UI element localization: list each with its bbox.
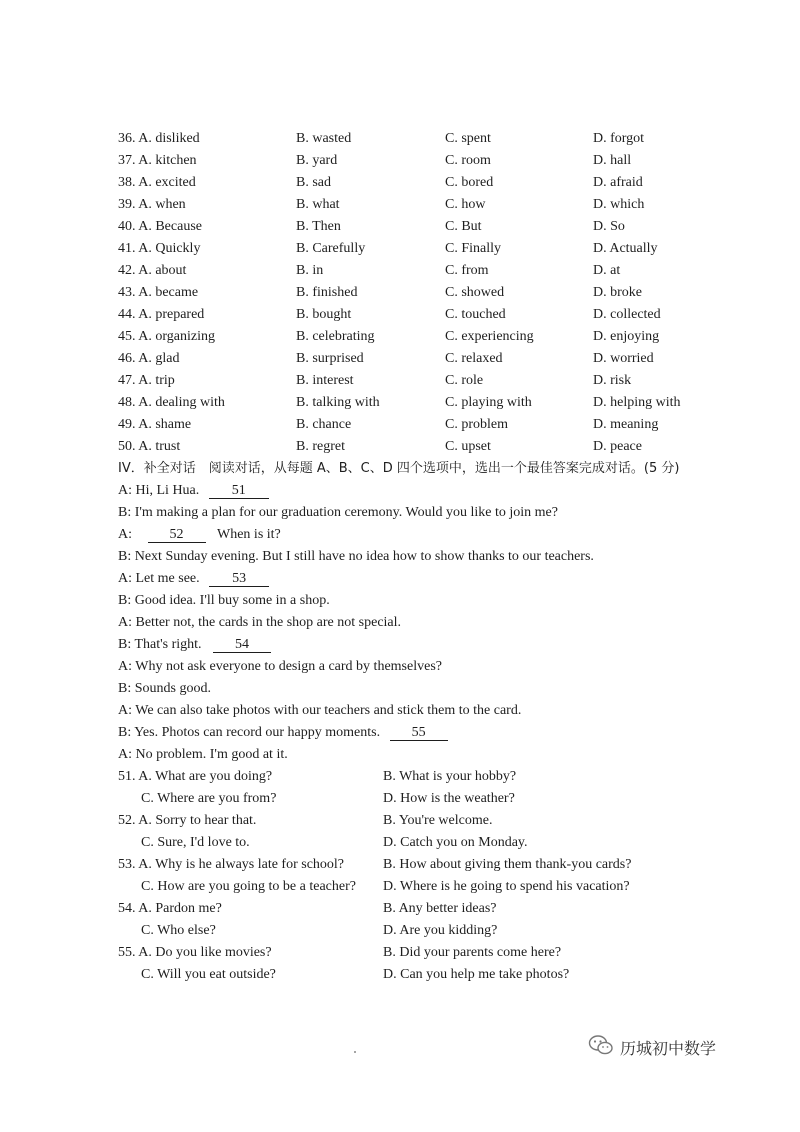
option-d: D. worried [593,351,654,366]
option-b: B. chance [296,417,352,432]
option-b: B. celebrating [296,329,375,344]
option-c: C. But [445,219,482,234]
choice-b: B. What is your hobby? [383,769,517,784]
choice-d: D. Where is he going to spend his vacation? [383,879,630,894]
option-c: C. how [445,197,486,212]
option-c: C. relaxed [445,351,503,366]
table-row [118,130,758,148]
wechat-icon [588,1034,614,1060]
table-row [118,218,758,236]
option-c: C. playing with [445,395,532,410]
option-b: B. wasted [296,131,352,146]
choice-a: 55. A. Do you like movies? [118,945,272,960]
section-heading: IV．补全对话 阅读对话，从每题 A、B、C、D 四个选项中，选出一个最佳答案完成对话。(5 分) [118,461,680,476]
table-row [118,372,758,390]
option-b: B. regret [296,439,345,454]
option-a: 48. A. dealing with [118,395,225,410]
option-b: B. interest [296,373,354,388]
option-c: C. showed [445,285,505,300]
option-d: D. risk [593,373,632,388]
option-a: 46. A. glad [118,351,180,366]
choice-row [118,790,758,808]
table-row [118,438,758,456]
option-d: D. broke [593,285,642,300]
dialogue-line: B: Good idea. I'll buy some in a shop. [118,593,330,608]
option-c: C. spent [445,131,491,146]
watermark-text: 历城初中数学 [620,1038,717,1058]
choice-row [118,878,758,896]
option-b: B. bought [296,307,352,322]
option-a: 39. A. when [118,197,186,212]
option-a: 40. A. Because [118,219,202,234]
table-row [118,284,758,302]
dialogue-text: A: Let me see. [118,571,200,586]
option-b: B. Then [296,219,341,234]
table-row [118,328,758,346]
choice-row [118,900,758,918]
choice-c: C. Who else? [141,923,216,938]
table-row [118,174,758,192]
option-b: B. talking with [296,395,380,410]
dialogue-line: B: Sounds good. [118,681,211,696]
answer-blank: 51 [209,483,269,499]
option-d: D. peace [593,439,642,454]
option-d: D. So [593,219,625,234]
option-b: B. surprised [296,351,364,366]
dialogue-line: A: No problem. I'm good at it. [118,747,288,762]
choice-row [118,966,758,984]
dialogue-text: A: [118,527,132,542]
option-d: D. which [593,197,645,212]
table-row [118,152,758,170]
choice-d: D. Are you kidding? [383,923,498,938]
option-a: 47. A. trip [118,373,175,388]
choice-c: C. How are you going to be a teacher? [141,879,356,894]
option-a: 37. A. kitchen [118,153,197,168]
choice-row [118,922,758,940]
choice-d: D. Can you help me take photos? [383,967,570,982]
choice-a: 51. A. What are you doing? [118,769,273,784]
table-row [118,196,758,214]
choice-row [118,768,758,786]
option-a: 41. A. Quickly [118,241,201,256]
dialogue-text: When is it? [217,527,281,542]
page-dot [354,1051,356,1053]
option-b: B. yard [296,153,338,168]
option-c: C. from [445,263,489,278]
option-d: D. meaning [593,417,659,432]
option-d: D. at [593,263,621,278]
dialogue-line [118,482,269,500]
dialogue-line [118,570,269,588]
choice-c: C. Sure, I'd love to. [141,835,250,850]
dialogue-line: A: We can also take photos with our teachers and stick them to the card. [118,703,522,718]
choice-row [118,856,758,874]
option-c: C. touched [445,307,506,322]
option-a: 49. A. shame [118,417,192,432]
option-a: 50. A. trust [118,439,181,454]
answer-blank: 53 [209,571,269,587]
choice-c: C. Will you eat outside? [141,967,276,982]
option-b: B. in [296,263,324,278]
option-b: B. Carefully [296,241,366,256]
option-d: D. afraid [593,175,643,190]
dialogue-text: B: That's right. [118,637,202,652]
dialogue-line: B: Next Sunday evening. But I still have no idea how to show thanks to our teachers. [118,549,594,564]
table-row [118,350,758,368]
table-row [118,306,758,324]
option-b: B. sad [296,175,331,190]
option-a: 45. A. organizing [118,329,215,344]
choice-a: 54. A. Pardon me? [118,901,222,916]
choice-d: D. Catch you on Monday. [383,835,528,850]
choice-c: C. Where are you from? [141,791,277,806]
option-d: D. helping with [593,395,681,410]
table-row [118,240,758,258]
dialogue-line [118,636,271,654]
choice-b: B. You're welcome. [383,813,493,828]
dialogue-text: A: Hi, Li Hua. [118,483,200,498]
option-b: B. what [296,197,340,212]
option-c: C. role [445,373,484,388]
table-row [118,416,758,434]
option-c: C. Finally [445,241,502,256]
choice-row [118,812,758,830]
dialogue-line [118,724,448,742]
choice-b: B. How about giving them thank-you cards? [383,857,632,872]
dialogue-text: B: Yes. Photos can record our happy moments. [118,725,381,740]
dialogue-line: A: Why not ask everyone to design a card by themselves? [118,659,442,674]
answer-blank: 54 [213,637,271,653]
answer-blank: 52 [148,527,206,543]
option-c: C. upset [445,439,491,454]
option-c: C. problem [445,417,508,432]
option-a: 36. A. disliked [118,131,200,146]
choice-a: 53. A. Why is he always late for school? [118,857,345,872]
option-a: 42. A. about [118,263,187,278]
option-a: 44. A. prepared [118,307,205,322]
choice-a: 52. A. Sorry to hear that. [118,813,257,828]
option-d: D. Actually [593,241,658,256]
option-c: C. room [445,153,491,168]
option-b: B. finished [296,285,358,300]
table-row [118,394,758,412]
option-c: C. experiencing [445,329,534,344]
table-row [118,262,758,280]
option-a: 43. A. became [118,285,199,300]
option-d: D. hall [593,153,632,168]
option-a: 38. A. excited [118,175,196,190]
dialogue-line: B: I'm making a plan for our graduation ceremony. Would you like to join me? [118,505,558,520]
choice-b: B. Any better ideas? [383,901,497,916]
option-d: D. forgot [593,131,645,146]
option-d: D. enjoying [593,329,660,344]
choice-d: D. How is the weather? [383,791,515,806]
option-c: C. bored [445,175,494,190]
watermark [588,1034,716,1060]
choice-b: B. Did your parents come here? [383,945,562,960]
dialogue-line [118,526,281,544]
answer-blank: 55 [390,725,448,741]
dialogue-line: A: Better not, the cards in the shop are not special. [118,615,402,630]
choice-row [118,944,758,962]
option-d: D. collected [593,307,661,322]
choice-row [118,834,758,852]
